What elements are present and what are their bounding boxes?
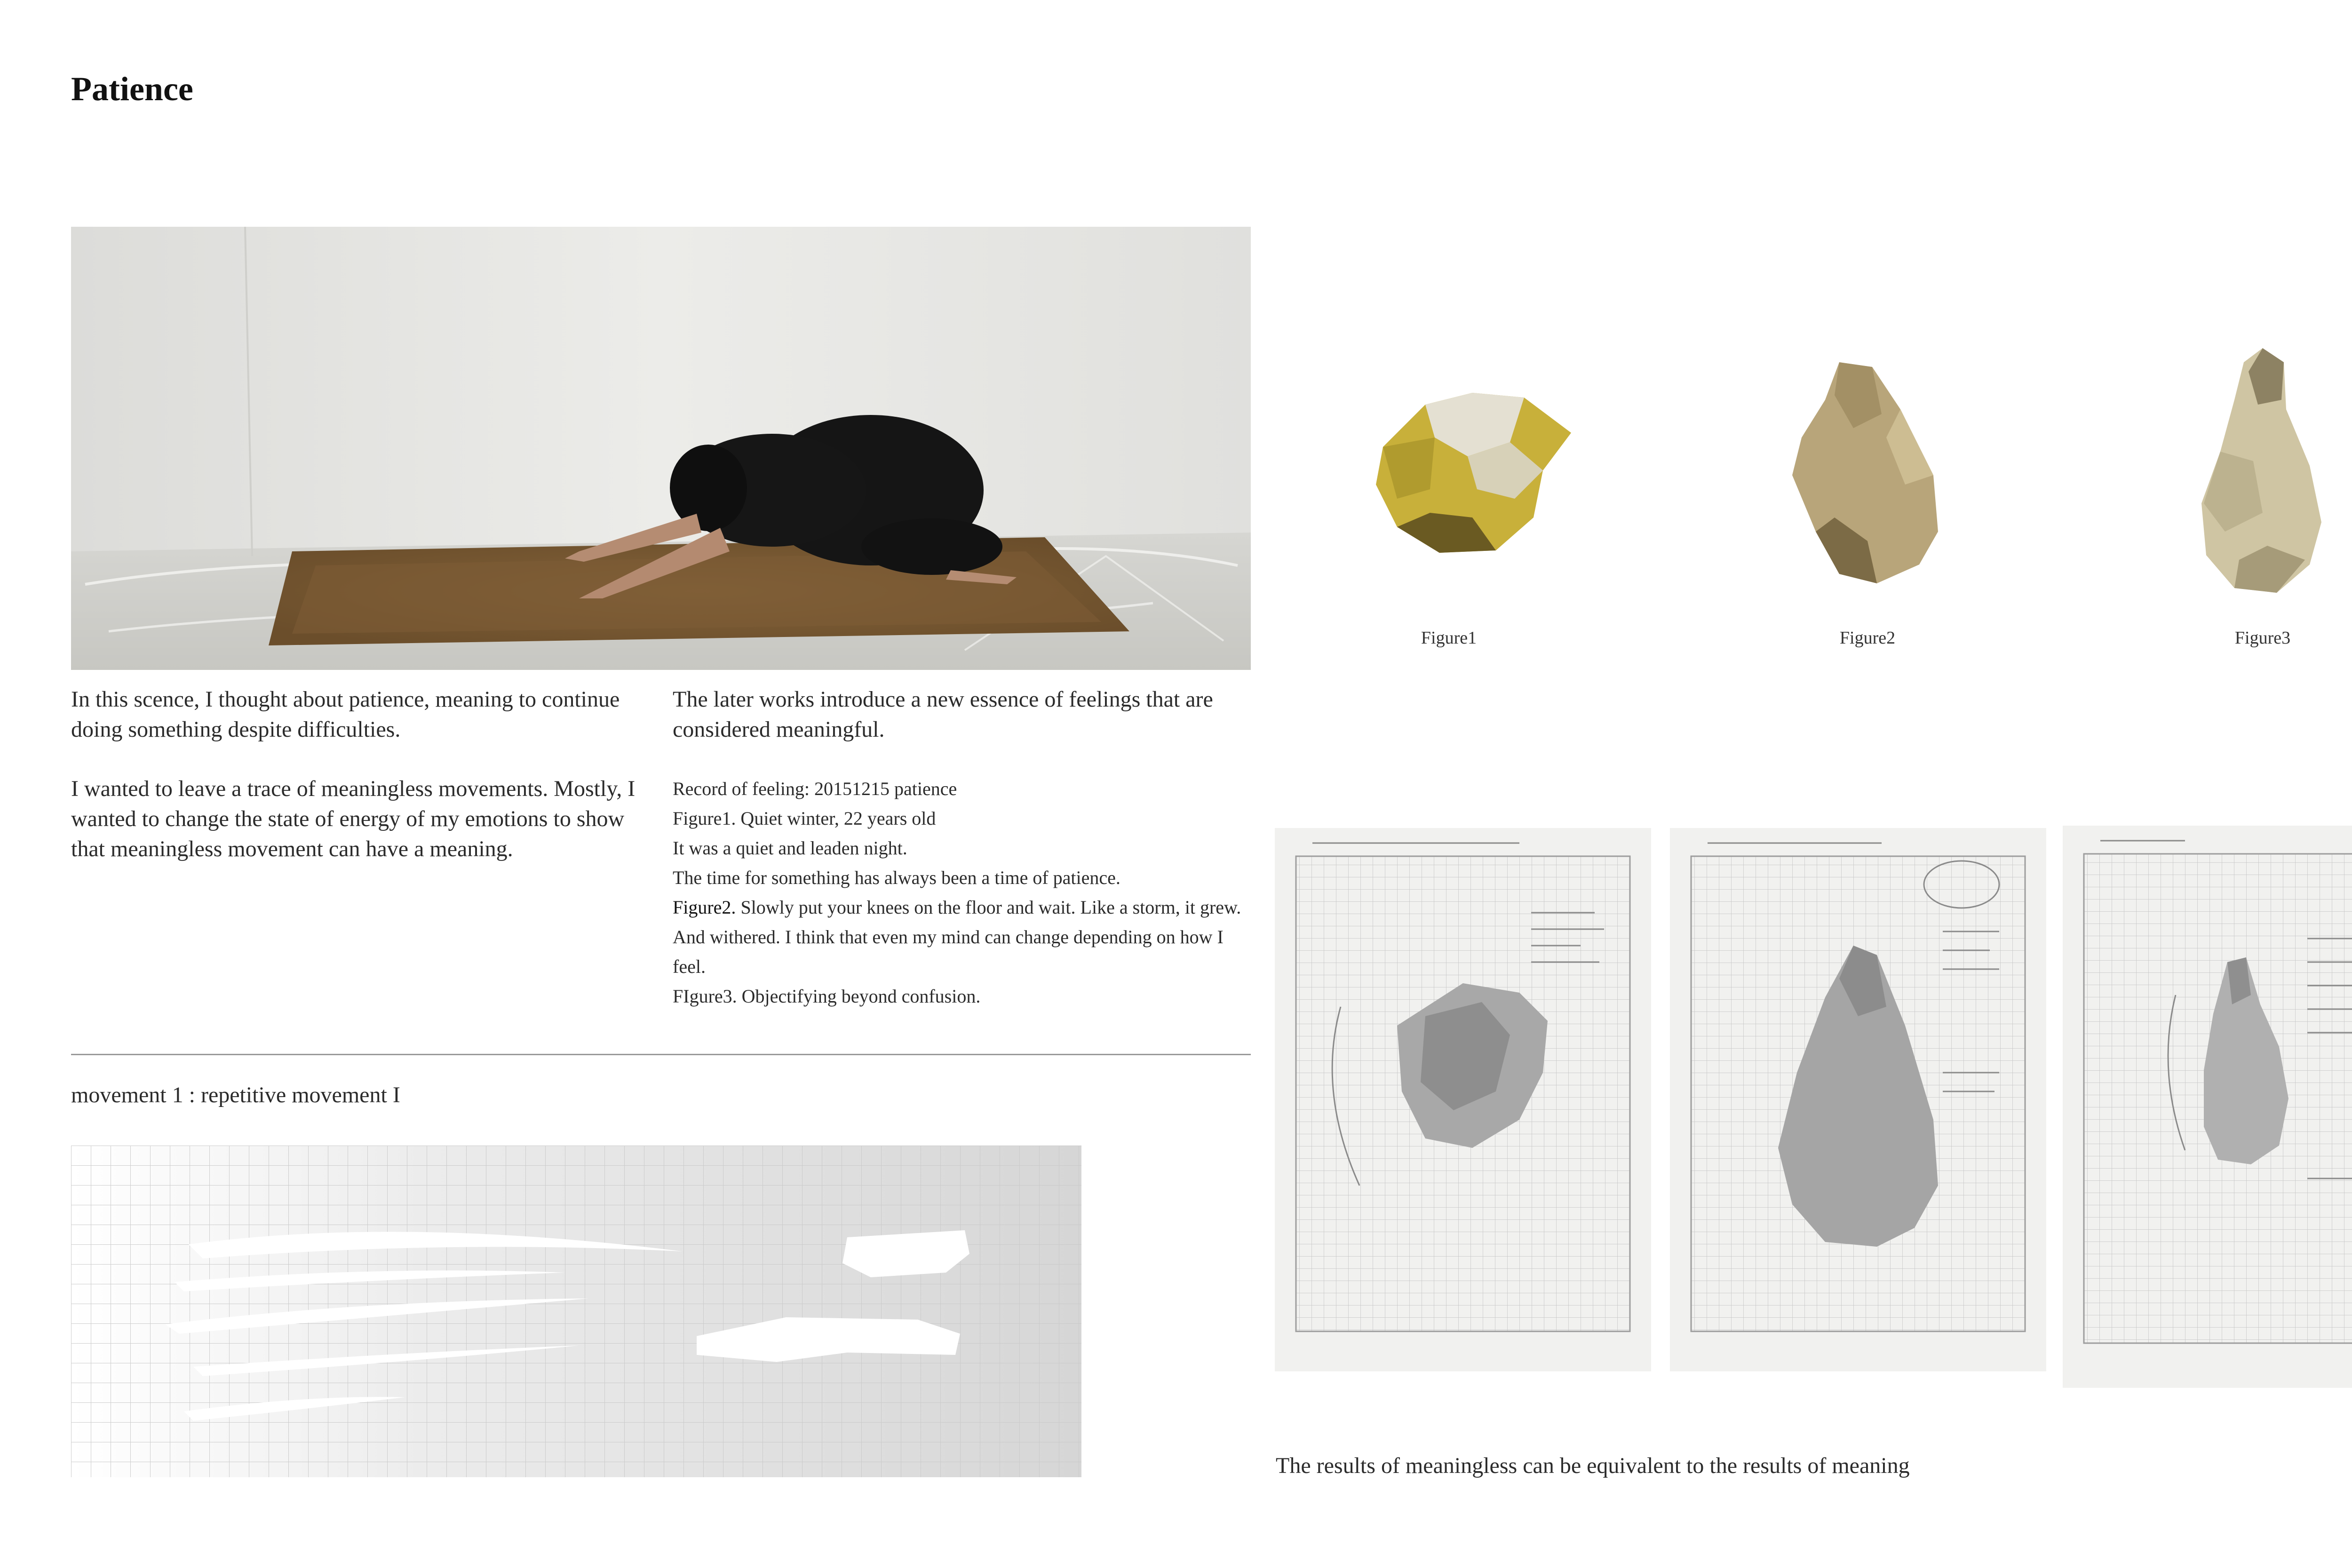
stone-figure2-illustration (1783, 353, 1952, 588)
movement-trace-illustration (71, 1146, 1081, 1477)
performance-photo (71, 227, 1251, 670)
caption-figure3: Figure3 (2234, 628, 2291, 648)
movement-grid-panel (71, 1146, 1081, 1477)
stone-figure3-illustration (2192, 343, 2333, 597)
drawing-sheet-3 (2063, 826, 2352, 1388)
bottom-caption: The results of meaningless can be equivalent to the results of meaning (1276, 1453, 1910, 1478)
record-line: FIgure3. Objectifying beyond confusion. (673, 986, 981, 1007)
performance-photo-illustration (71, 227, 1251, 670)
stone-figure1-illustration (1355, 376, 1581, 565)
page-title: Patience (71, 70, 193, 108)
movement-heading: movement 1 : repetitive movement I (71, 1082, 400, 1107)
feeling-record (673, 774, 1254, 1011)
record-line: Figure2. Slowly put your knees on the floor and wait. Like a storm, it grew. And withered. I think that even my mind can change depending on how I feel. (673, 897, 1241, 977)
intro-paragraph: In this scence, I thought about patience, meaning to continue doing something despite difficulties. (71, 687, 620, 742)
record-line: The time for something has always been a time of patience. (673, 867, 1120, 888)
stone-figure3 (2192, 343, 2333, 597)
left-text-column (71, 685, 640, 893)
intent-paragraph: I wanted to leave a trace of meaningless movements. Mostly, I wanted to change the state of energy of my emotions to show that meaningless movement can have a meaning. (71, 776, 636, 861)
stone-figure1 (1355, 376, 1581, 565)
drawing-sheet-2-illustration (1670, 828, 2046, 1371)
caption-figure2: Figure2 (1839, 628, 1896, 648)
stone-figure2 (1783, 353, 1952, 588)
right-text-column (673, 685, 1254, 1011)
drawing-sheet-1 (1275, 828, 1651, 1371)
record-line: Figure1. Quiet winter, 22 years old (673, 808, 936, 829)
record-line: Record of feeling: 20151215 patience (673, 778, 957, 799)
section-divider (71, 1054, 1251, 1055)
caption-figure1: Figure1 (1421, 628, 1477, 648)
drawing-sheet-2 (1670, 828, 2046, 1371)
drawing-sheet-1-illustration (1275, 828, 1651, 1371)
record-line: It was a quiet and leaden night. (673, 837, 907, 859)
later-works-paragraph: The later works introduce a new essence of feelings that are considered meaningful. (673, 687, 1213, 742)
drawing-sheet-3-illustration (2063, 826, 2352, 1388)
